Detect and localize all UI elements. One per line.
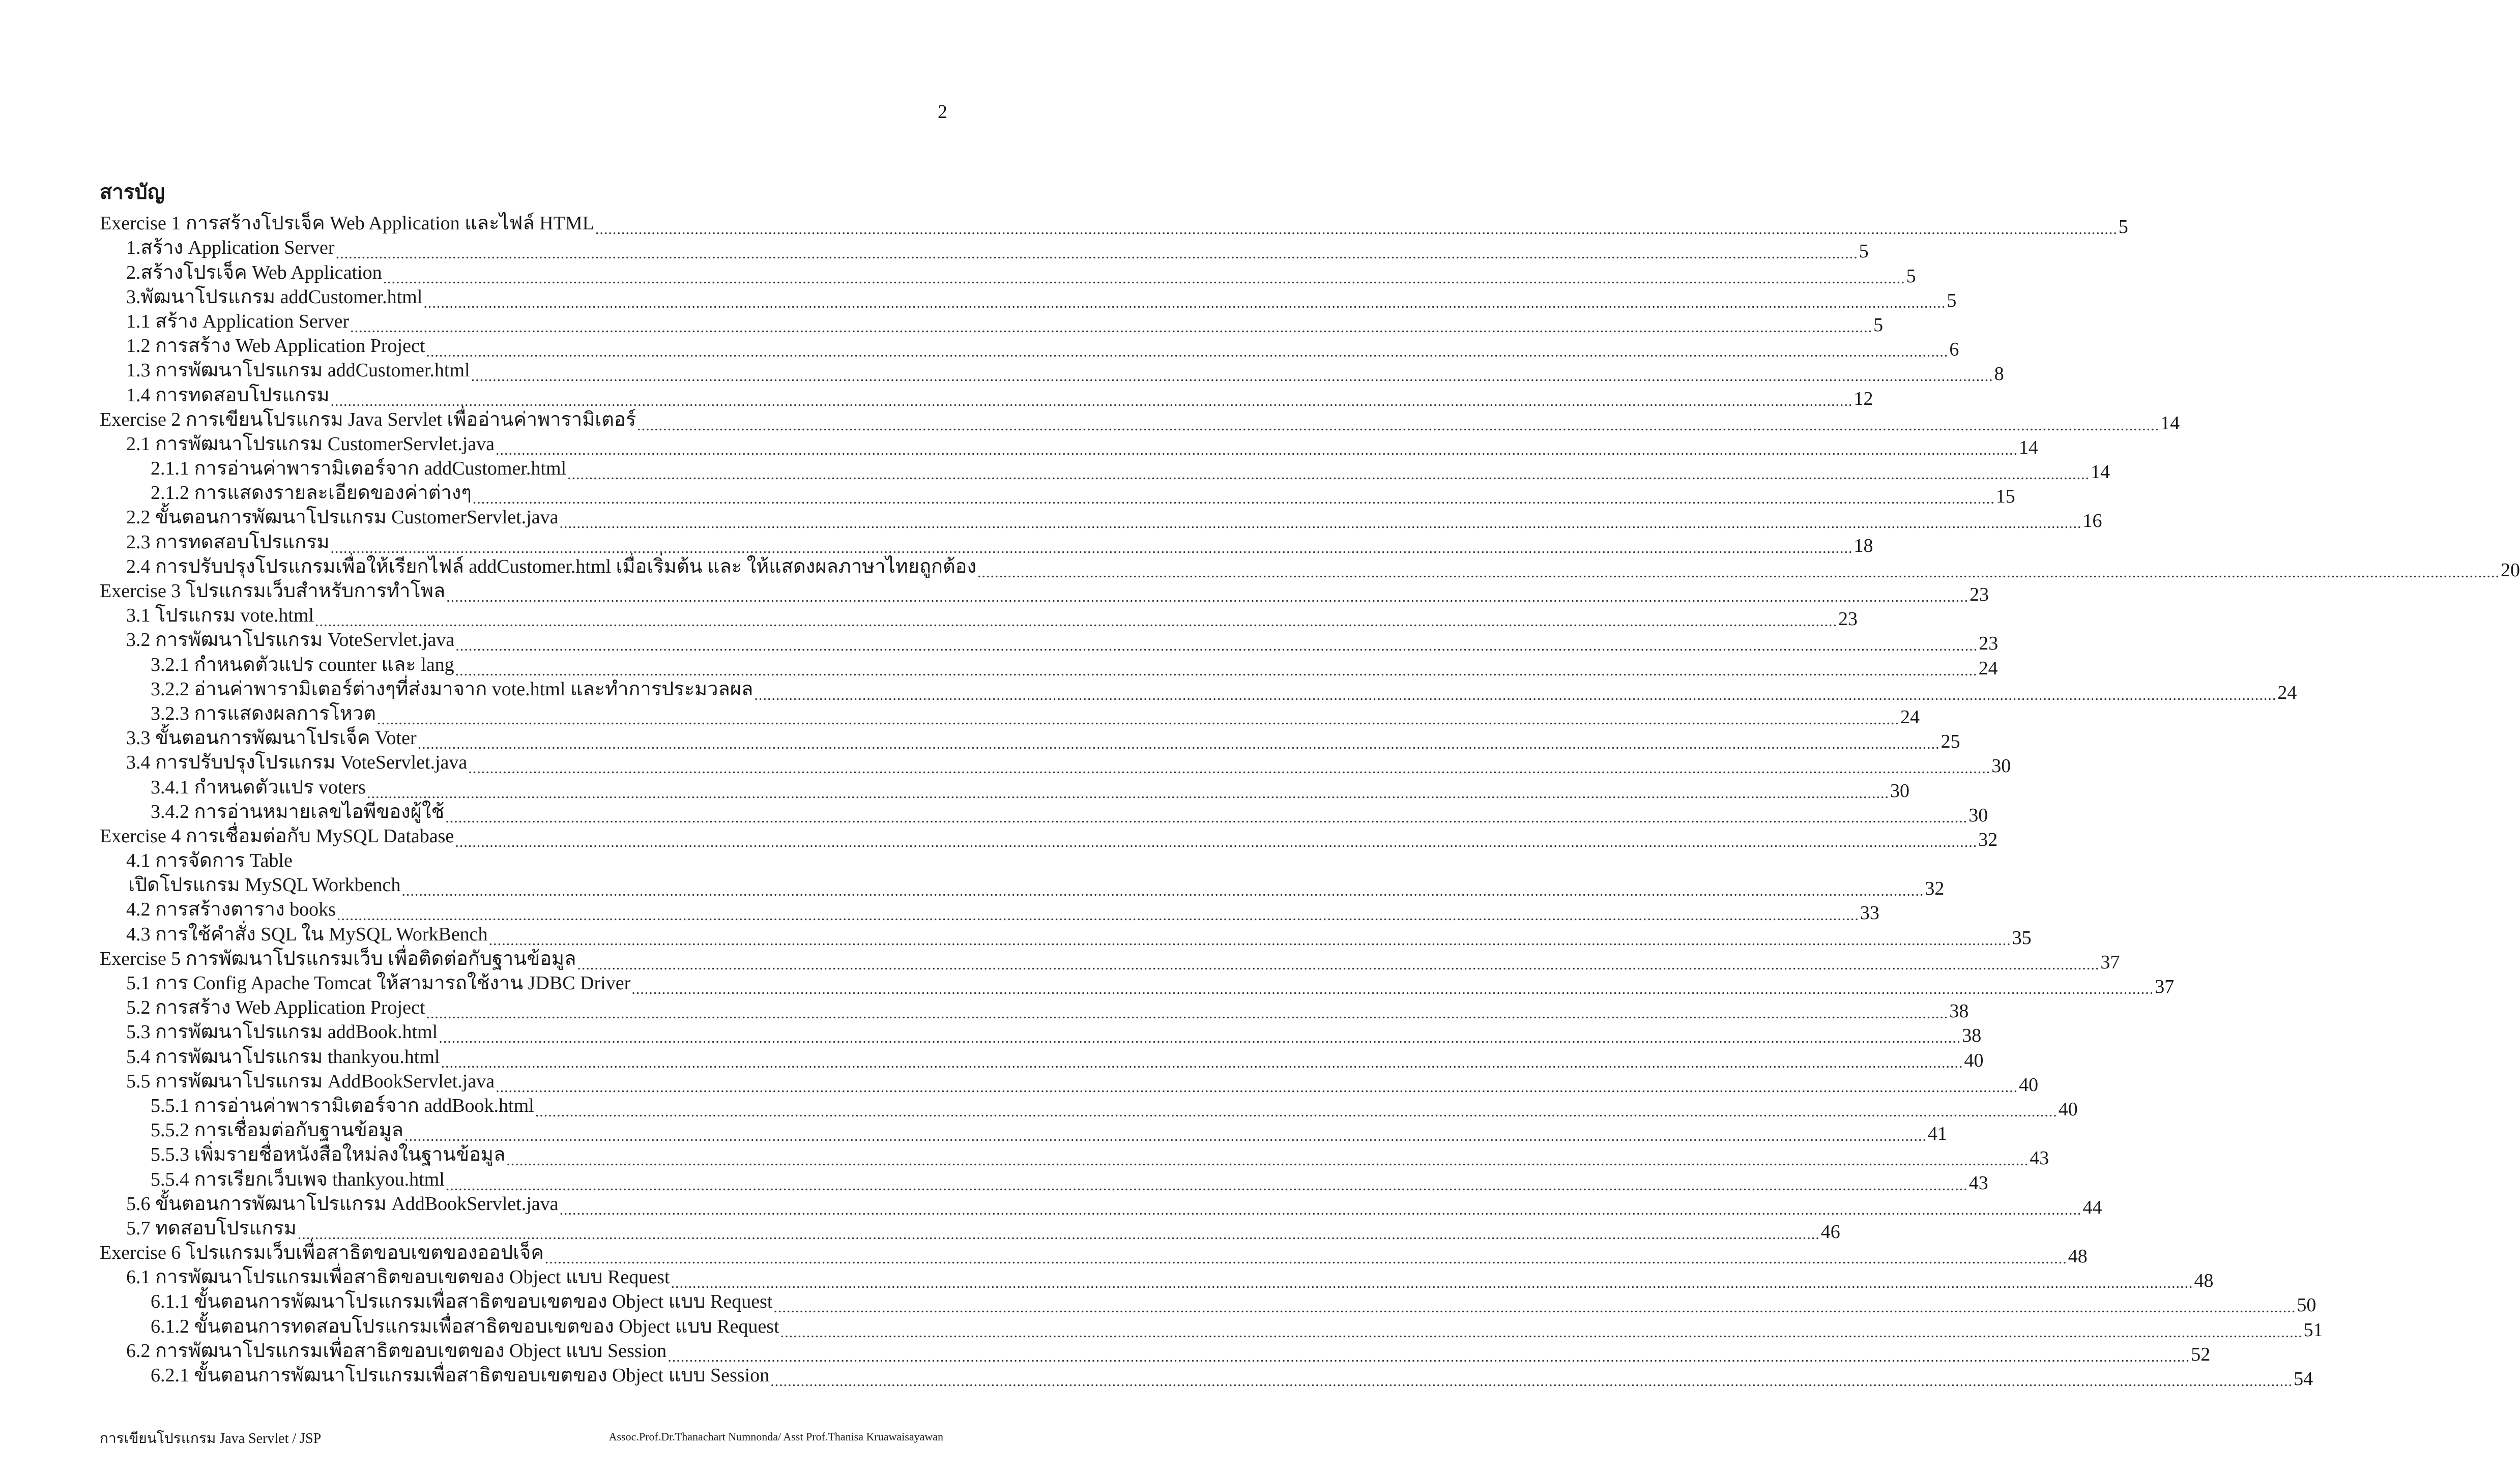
toc-entry-page: 43 bbox=[2030, 1147, 2049, 1169]
toc-dot-leader bbox=[559, 515, 2081, 532]
page-number: 2 bbox=[938, 101, 947, 123]
toc-entry-page: 24 bbox=[2277, 682, 2297, 703]
toc-entry-page: 51 bbox=[2303, 1319, 2323, 1341]
toc-entry-page: 48 bbox=[2068, 1246, 2088, 1267]
toc-entry-page: 30 bbox=[1991, 755, 2011, 777]
toc-entry-title: เปิดโปรแกรม MySQL Workbench bbox=[128, 874, 401, 896]
toc-entry-page: 38 bbox=[1962, 1025, 1982, 1047]
toc-dot-leader bbox=[506, 1152, 2029, 1169]
toc-entry[interactable] bbox=[100, 1365, 2313, 1390]
toc-entry-page: 46 bbox=[1820, 1221, 1840, 1243]
footer-right: Assoc.Prof.Dr.Thanachart Numnonda/ Asst Prof.Thanisa Kruawaisayawan bbox=[609, 1430, 943, 1443]
toc-dot-leader bbox=[668, 1348, 2190, 1366]
toc-title: สารบัญ bbox=[100, 181, 165, 203]
toc-dot-leader bbox=[780, 1324, 2303, 1341]
toc-dot-leader bbox=[471, 368, 1993, 385]
toc-entry-page: 37 bbox=[2100, 951, 2120, 973]
toc-entry-page: 24 bbox=[1900, 706, 1920, 728]
toc-dot-leader bbox=[383, 270, 1905, 287]
toc-entry-title: 3.4.1 กำหนดตัวแปร voters bbox=[151, 776, 366, 798]
toc-entry-title: 2.สร้างโปรเจ็ค Web Application bbox=[126, 261, 382, 283]
toc-entry-title: Exercise 4 การเชื่อมต่อกับ MySQL Database bbox=[100, 825, 454, 847]
toc-dot-leader bbox=[337, 907, 1859, 924]
toc-entry-title: 1.1 สร้าง Application Server bbox=[126, 310, 350, 332]
toc-entry-title: Exercise 6 โปรแกรมเว็บเพื่อสาธิตขอบเขตของออปเจ็ค bbox=[100, 1242, 544, 1264]
toc-dot-leader bbox=[631, 981, 2154, 998]
toc-entry-page: 18 bbox=[1853, 535, 1873, 556]
toc-entry-page: 15 bbox=[1995, 486, 2015, 508]
toc-entry-title: 5.5.3 เพิ่มรายชื่อหนังสือใหม่ลงในฐานข้อมูล bbox=[151, 1144, 506, 1166]
toc-dot-leader bbox=[455, 637, 1978, 655]
toc-dot-leader bbox=[754, 687, 2276, 704]
toc-dot-leader bbox=[404, 1128, 1927, 1145]
toc-entry-title: 2.1 การพัฒนาโปรแกรม CustomerServlet.java bbox=[126, 433, 495, 455]
toc-entry-page: 16 bbox=[2082, 510, 2102, 532]
toc-entry-title: 2.2 ขั้นตอนการพัฒนาโปรแกรม CustomerServlet.java bbox=[126, 507, 559, 528]
toc-dot-leader bbox=[577, 956, 2099, 974]
toc-dot-leader bbox=[426, 1005, 1948, 1022]
toc-entry-page: 52 bbox=[2191, 1343, 2211, 1365]
toc-dot-leader bbox=[336, 245, 1858, 262]
toc-entry-title: 6.1 การพัฒนาโปรแกรมเพื่อสาธิตขอบเขตของ Object แบบ Request bbox=[126, 1266, 670, 1288]
toc-entry-title: 2.1.2 การแสดงรายละเอียดของค่าต่างๆ bbox=[151, 482, 472, 504]
toc-entry-title: 2.1.1 การอ่านค่าพารามิเตอร์จาก addCustomer.html bbox=[151, 458, 567, 480]
toc-entry-title: 5.3 การพัฒนาโปรแกรม addBook.html bbox=[126, 1021, 438, 1043]
toc-entry-page: 35 bbox=[2012, 927, 2032, 949]
toc-entry-title: 5.5 การพัฒนาโปรแกรม AddBookServlet.java bbox=[126, 1070, 495, 1092]
toc-entry-page: 23 bbox=[1838, 608, 1858, 630]
toc-entry-title: Exercise 3 โปรแกรมเว็บสำหรับการทำโพล bbox=[100, 580, 446, 602]
toc-entry-page: 32 bbox=[1978, 829, 1998, 850]
toc-entry-page: 23 bbox=[1979, 633, 1998, 655]
toc-entry-page: 48 bbox=[2194, 1270, 2214, 1292]
toc-entry-page: 38 bbox=[1949, 1000, 1969, 1022]
toc-entry-title: 6.1.2 ขั้นตอนการทดสอบโปรแกรมเพื่อสาธิตขอบเขตของ Object แบบ Request bbox=[151, 1315, 779, 1337]
toc-entry-title: 3.2 การพัฒนาโปรแกรม VoteServlet.java bbox=[126, 629, 455, 651]
toc-entry-title: 2.4 การปรับปรุงโปรแกรมเพื่อให้เรียกไฟล์ addCustomer.html เมื่อเริ่มต้น และ ให้แสดงผลภาษาไทยถูกต้อง bbox=[126, 555, 977, 577]
toc-dot-leader bbox=[350, 319, 1872, 336]
toc-entry-title: 5.5.2 การเชื่อมต่อกับฐานข้อมูล bbox=[151, 1119, 403, 1141]
toc-entry-title: 3.3 ขั้นตอนการพัฒนาโปรเจ็ค Voter bbox=[126, 727, 417, 749]
toc-entry-page: 23 bbox=[1969, 584, 1989, 605]
toc-dot-leader bbox=[455, 834, 1977, 851]
toc-dot-leader bbox=[770, 1373, 2293, 1390]
toc-dot-leader bbox=[426, 343, 1948, 361]
toc-entry-title: 1.สร้าง Application Server bbox=[126, 237, 335, 259]
toc-entry-title: 3.1 โปรแกรม vote.html bbox=[126, 605, 314, 627]
toc-entry-page: 12 bbox=[1853, 388, 1873, 409]
toc-dot-leader bbox=[441, 1054, 1963, 1072]
toc-entry-title: 3.2.1 กำหนดตัวแปร counter และ lang bbox=[151, 654, 454, 675]
toc-dot-leader bbox=[445, 809, 1967, 827]
toc-entry-title: 3.4 การปรับปรุงโปรแกรม VoteServlet.java bbox=[126, 752, 468, 774]
toc-dot-leader bbox=[535, 1103, 2058, 1121]
toc-entry-title: Exercise 2 การเขียนโปรแกรม Java Servlet เพื่ออ่านค่าพารามิเตอร์ bbox=[100, 408, 636, 430]
toc-dot-leader bbox=[446, 1177, 1968, 1194]
table-of-contents bbox=[100, 213, 2520, 1390]
toc-dot-leader bbox=[595, 221, 2118, 238]
toc-entry-page: 8 bbox=[1994, 363, 2004, 385]
toc-entry-page: 5 bbox=[2118, 216, 2128, 238]
toc-dot-leader bbox=[468, 760, 1990, 777]
toc-entry-page: 44 bbox=[2082, 1196, 2102, 1218]
toc-dot-leader bbox=[439, 1029, 1961, 1047]
toc-entry-title: 3.พัฒนาโปรแกรม addCustomer.html bbox=[126, 286, 423, 308]
toc-dot-leader bbox=[473, 490, 1995, 508]
toc-dot-leader bbox=[545, 1250, 2067, 1267]
toc-dot-leader bbox=[496, 441, 2018, 459]
toc-entry-page: 37 bbox=[2155, 976, 2175, 997]
toc-dot-leader bbox=[418, 735, 1940, 753]
toc-entry-title: 4.1 การจัดการ Table bbox=[126, 850, 293, 872]
toc-entry-page: 24 bbox=[1978, 657, 1998, 679]
toc-dot-leader bbox=[496, 1079, 2018, 1096]
toc-entry-title: 3.2.3 การแสดงผลการโหวต bbox=[151, 702, 376, 724]
toc-entry-title: 5.1 การ Config Apache Tomcat ให้สามารถใช้งาน JDBC Driver bbox=[126, 972, 631, 994]
toc-entry-title: Exercise 1 การสร้างโปรเจ็ค Web Application และไฟล์ HTML bbox=[100, 213, 594, 234]
toc-entry-title: 1.3 การพัฒนาโปรแกรม addCustomer.html bbox=[126, 360, 470, 381]
toc-entry-title: 4.2 การสร้างตาราง books bbox=[126, 899, 336, 921]
toc-entry-page: 40 bbox=[2058, 1098, 2078, 1120]
toc-entry-title: 5.5.4 การเรียกเว็บเพจ thankyou.html bbox=[151, 1168, 445, 1190]
toc-dot-leader bbox=[560, 1201, 2082, 1219]
toc-dot-leader bbox=[423, 294, 1946, 312]
toc-entry-title: 5.7 ทดสอบโปรแกรม bbox=[126, 1217, 297, 1239]
toc-entry-title: 1.2 การสร้าง Web Application Project bbox=[126, 335, 425, 357]
toc-entry-page: 5 bbox=[1947, 289, 1957, 311]
toc-dot-leader bbox=[401, 882, 1924, 900]
toc-entry-title: 5.2 การสร้าง Web Application Project bbox=[126, 997, 425, 1019]
toc-entry-title: 1.4 การทดสอบโปรแกรม bbox=[126, 384, 330, 406]
toc-dot-leader bbox=[671, 1275, 2193, 1292]
toc-entry-page: 5 bbox=[1859, 241, 1869, 262]
toc-dot-leader bbox=[567, 466, 2090, 483]
toc-entry-title: 5.4 การพัฒนาโปรแกรม thankyou.html bbox=[126, 1046, 440, 1068]
toc-entry-title: 3.2.2 อ่านค่าพารามิเตอร์ต่างๆที่ส่งมาจาก vote.html และทำการประมวลผล bbox=[151, 678, 754, 700]
toc-dot-leader bbox=[367, 785, 1889, 802]
toc-entry-title: Exercise 5 การพัฒนาโปรแกรมเว็บ เพื่อติดต่อกับฐานข้อมูล bbox=[100, 948, 576, 969]
toc-dot-leader bbox=[773, 1299, 2296, 1316]
toc-dot-leader bbox=[637, 417, 2159, 434]
toc-entry-title: 6.1.1 ขั้นตอนการพัฒนาโปรแกรมเพื่อสาธิตขอบเขตของ Object แบบ Request bbox=[151, 1291, 773, 1313]
toc-entry-page: 20 bbox=[2501, 559, 2520, 581]
toc-dot-leader bbox=[977, 564, 2500, 581]
toc-entry-page: 50 bbox=[2297, 1294, 2316, 1316]
toc-entry-title: 5.5.1 การอ่านค่าพารามิเตอร์จาก addBook.html bbox=[151, 1095, 534, 1116]
toc-entry-title: 6.2 การพัฒนาโปรแกรมเพื่อสาธิตขอบเขตของ Object แบบ Session bbox=[126, 1340, 667, 1362]
toc-dot-leader bbox=[489, 932, 2011, 949]
toc-entry-title: 5.6 ขั้นตอนการพัฒนาโปรแกรม AddBookServlet.java bbox=[126, 1193, 559, 1215]
toc-dot-leader bbox=[446, 588, 1968, 606]
toc-dot-leader bbox=[315, 613, 1837, 630]
toc-entry-page: 33 bbox=[1860, 902, 1879, 924]
toc-entry-title: 3.4.2 การอ่านหมายเลขไอพีของผู้ใช้ bbox=[151, 801, 445, 822]
toc-entry-title: 6.2.1 ขั้นตอนการพัฒนาโปรแกรมเพื่อสาธิตขอบเขตของ Object แบบ Session bbox=[151, 1365, 770, 1386]
toc-entry-page: 6 bbox=[1949, 339, 1959, 361]
toc-entry-title: 4.3 การใช้คำสั่ง SQL ใน MySQL WorkBench bbox=[126, 923, 488, 945]
toc-entry-page: 5 bbox=[1906, 265, 1916, 287]
toc-entry-page: 25 bbox=[1940, 731, 1960, 753]
toc-entry-page: 41 bbox=[1927, 1123, 1947, 1145]
footer-left: การเขียนโปรแกรม Java Servlet / JSP bbox=[100, 1431, 322, 1447]
toc-entry-title: 2.3 การทดสอบโปรแกรม bbox=[126, 531, 330, 553]
toc-entry-page: 14 bbox=[2091, 461, 2110, 483]
toc-entry-page: 5 bbox=[1873, 314, 1884, 336]
toc-entry-page: 40 bbox=[2019, 1074, 2039, 1096]
toc-dot-leader bbox=[377, 711, 1899, 728]
toc-entry-page: 14 bbox=[2160, 412, 2180, 434]
toc-entry-page: 54 bbox=[2294, 1368, 2313, 1390]
toc-entry-page: 14 bbox=[2019, 436, 2039, 458]
toc-entry-page: 30 bbox=[1968, 804, 1988, 826]
toc-entry-page: 32 bbox=[1925, 878, 1945, 900]
toc-entry-page: 40 bbox=[1964, 1049, 1984, 1071]
toc-entry-page: 43 bbox=[1968, 1172, 1988, 1194]
toc-entry-page: 30 bbox=[1890, 780, 1909, 802]
